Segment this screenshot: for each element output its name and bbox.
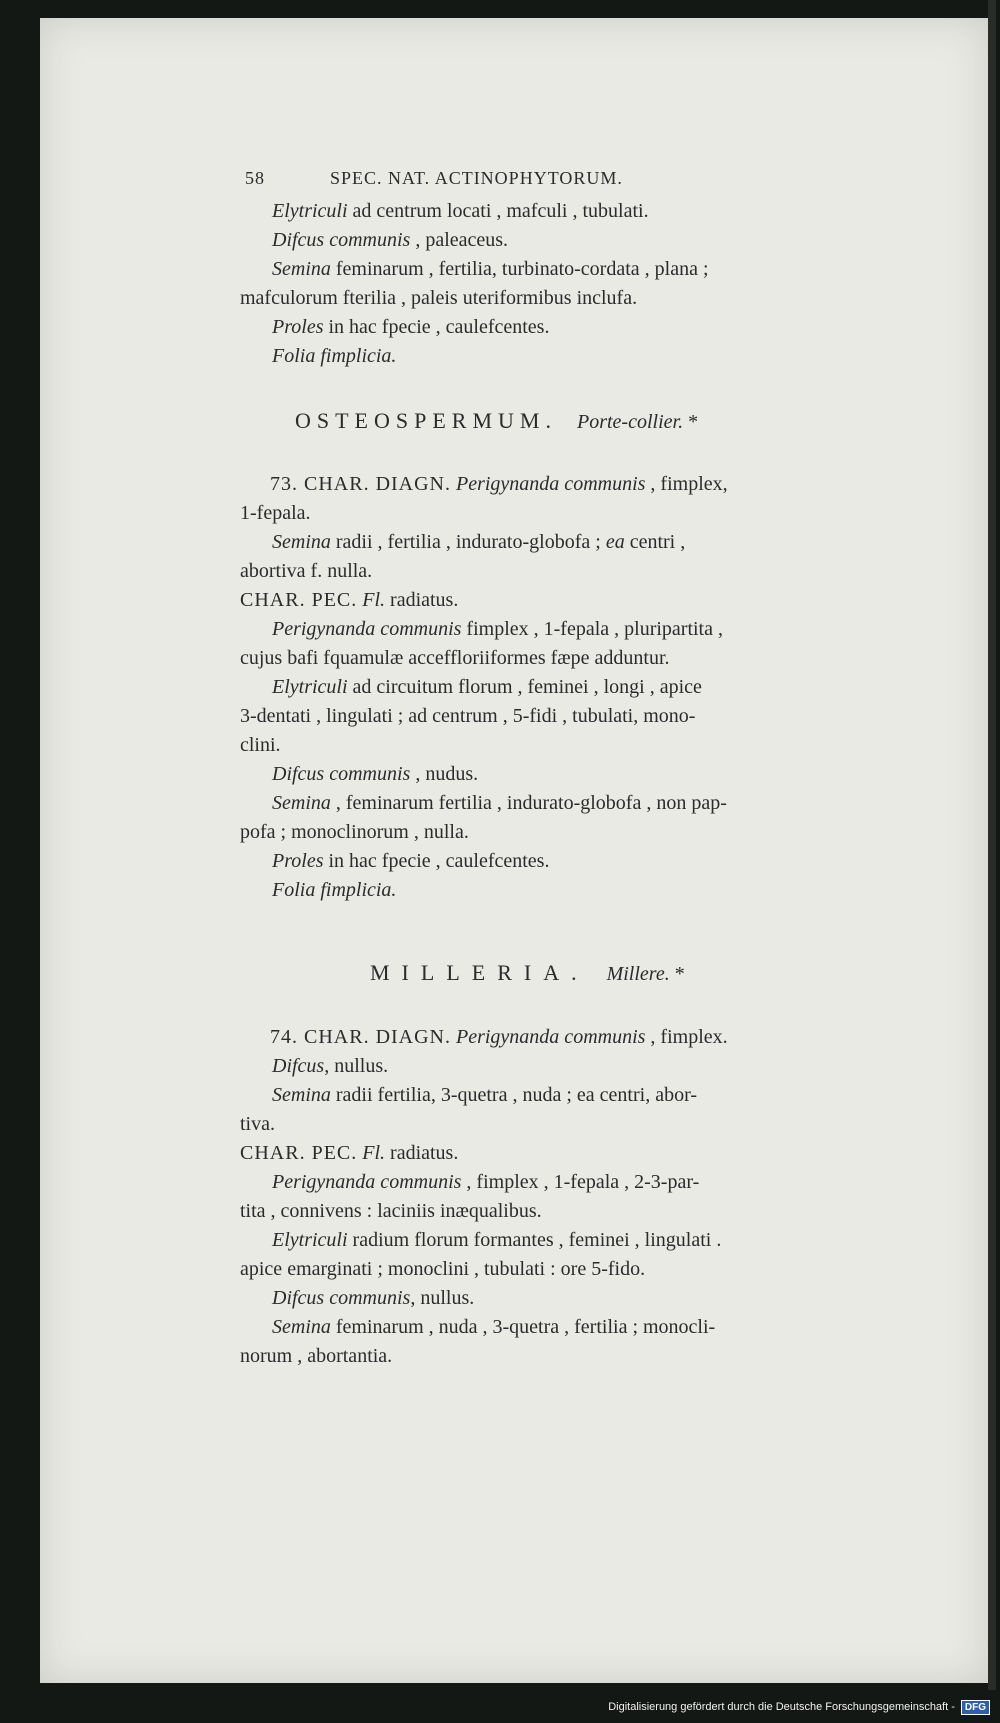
text-line: Elytriculi ad centrum locati , mafculi , tubulati.: [272, 200, 649, 222]
text-line: Folia fimplicia.: [272, 345, 397, 367]
running-head-title: SPEC. NAT. ACTINOPHYTORUM.: [330, 168, 623, 188]
text-line: Difcus communis, nullus.: [272, 1287, 475, 1309]
text-line: Semina feminarum , nuda , 3-quetra , fertilia ; monocli-: [272, 1316, 716, 1338]
text-line: Difcus communis , paleaceus.: [272, 229, 509, 251]
text-line: 1-fepala.: [240, 502, 311, 524]
text-line: Semina feminarum , fertilia, turbinato-cordata , plana ;: [272, 258, 709, 280]
text-line: apice emarginati ; monoclini , tubulati : ore 5-fido.: [240, 1258, 646, 1280]
text-line: tita , connivens : laciniis inæqualibus.: [240, 1200, 542, 1222]
text-line: Proles in hac fpecie , caulefcentes.: [272, 850, 550, 872]
text-line: pofa ; monoclinorum , nulla.: [240, 821, 469, 843]
text-line: CHAR. PEC. Fl. radiatus.: [240, 1142, 459, 1164]
text-line: 73. CHAR. DIAGN. Perigynanda communis , fimplex,: [270, 473, 728, 495]
text-line: 74. CHAR. DIAGN. Perigynanda communis , fimplex.: [270, 1026, 728, 1048]
text-line: Perigynanda communis fimplex , 1-fepala , pluripartita ,: [272, 618, 723, 640]
dfg-logo: DFG: [961, 1700, 990, 1715]
digitization-credit: [608, 1697, 990, 1717]
genus-name: MILLERIA.: [370, 960, 589, 985]
text-line: abortiva f. nulla.: [240, 560, 373, 582]
text-line: Perigynanda communis , fimplex , 1-fepala , 2-3-par-: [272, 1171, 700, 1193]
text-line: Folia fimplicia.: [272, 879, 397, 901]
text-line: Difcus, nullus.: [272, 1055, 389, 1077]
running-head: [245, 168, 623, 189]
text-line: CHAR. PEC. Fl. radiatus.: [240, 589, 459, 611]
common-name: Porte-collier.: [576, 411, 684, 433]
text-line: Elytriculi ad circuitum florum , feminei , longi , apice: [272, 676, 702, 698]
genus-name: OSTEOSPERMUM.: [295, 408, 557, 433]
text-line: Semina radii fertilia, 3-quetra , nuda ; ea centri, abor-: [272, 1084, 697, 1106]
text-line: clini.: [240, 734, 281, 756]
credit-text: Digitalisierung gefördert durch die Deutsche Forschungsgemeinschaft -: [608, 1701, 955, 1713]
text-line: Semina radii , fertilia , indurato-globofa ; ea centri ,: [272, 531, 686, 553]
text-line: mafculorum fterilia , paleis uteriformibus inclufa.: [240, 287, 638, 309]
asterisk-mark: *: [674, 963, 685, 985]
text-line: Semina , feminarum fertilia , indurato-globofa , non pap-: [272, 792, 727, 814]
page-text: [40, 18, 988, 1683]
section-heading-milleria: [370, 960, 685, 986]
page-number: 58: [245, 168, 265, 188]
book-page: [40, 18, 988, 1683]
common-name: Millere.: [606, 963, 670, 985]
text-line: Difcus communis , nudus.: [272, 763, 479, 785]
text-line: tiva.: [240, 1113, 275, 1135]
text-line: norum , abortantia.: [240, 1345, 393, 1367]
text-line: cujus bafi fquamulæ acceffloriiformes fæpe adduntur.: [240, 647, 670, 669]
text-line: Proles in hac fpecie , caulefcentes.: [272, 316, 550, 338]
book-spine-edge: [988, 0, 996, 1690]
text-line: 3-dentati , lingulati ; ad centrum , 5-fidi , tubulati, mono-: [240, 705, 696, 727]
asterisk-mark: *: [688, 411, 699, 433]
section-heading-osteospermum: [295, 408, 698, 434]
text-line: Elytriculi radium florum formantes , feminei , lingulati .: [272, 1229, 722, 1251]
